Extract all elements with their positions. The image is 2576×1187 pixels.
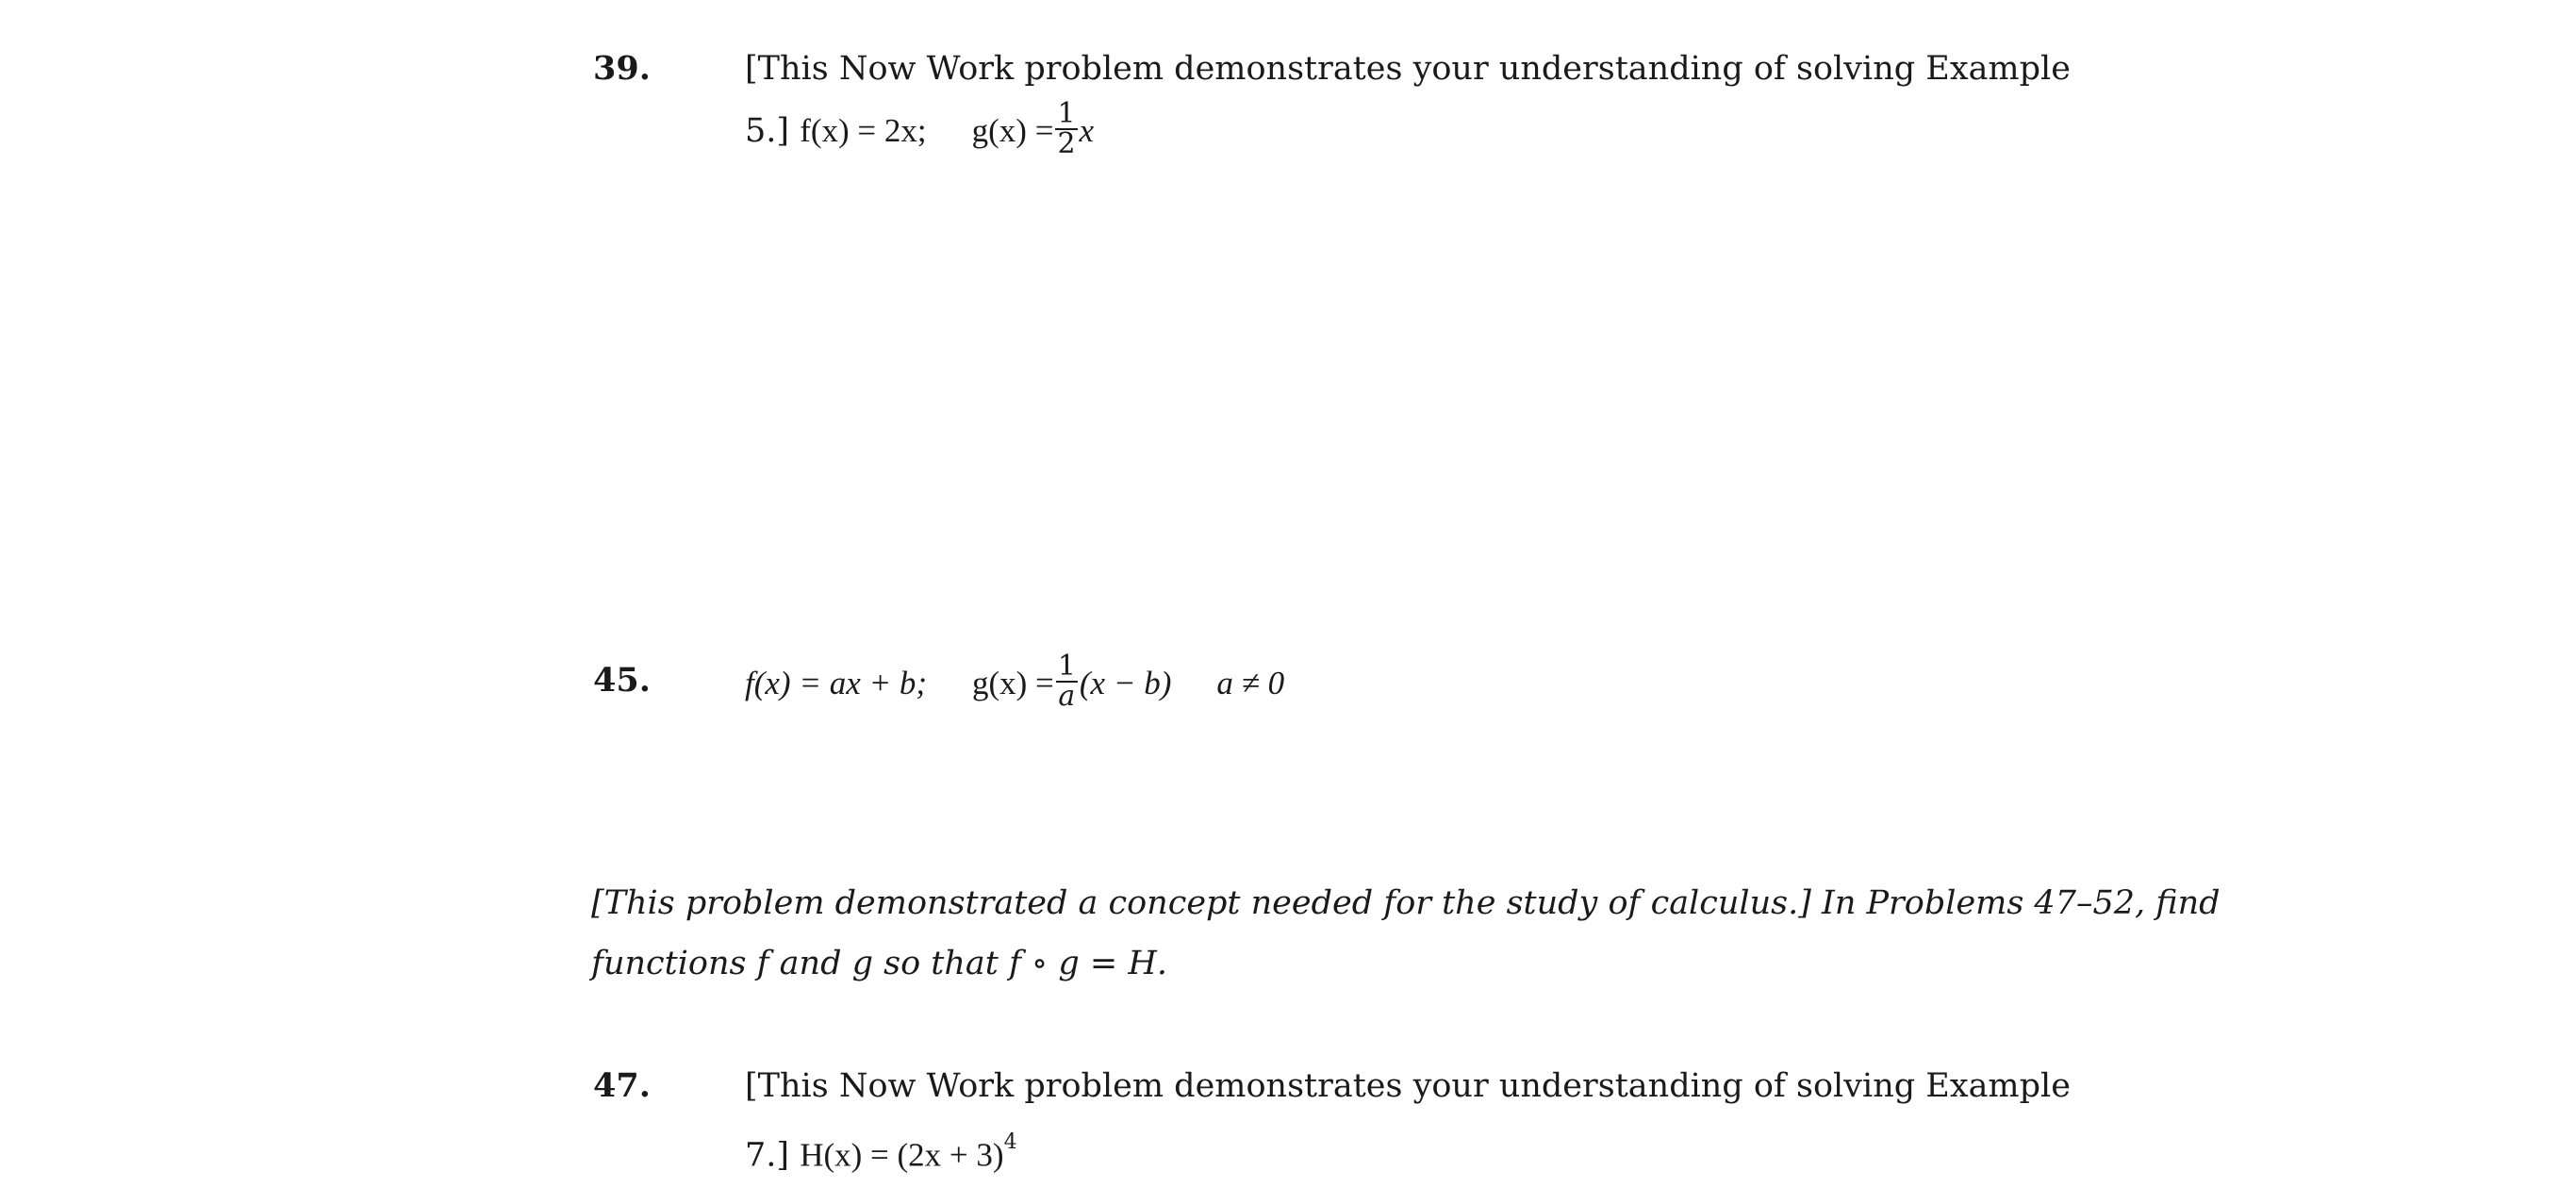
problem-45-g-fraction: [1056, 649, 1078, 713]
problem-45-number: 45.: [593, 661, 651, 700]
problem-45-g-lhs: g(x) =: [972, 665, 1054, 701]
calculus-note-line2: functions f and g so that f ∘ g = H.: [591, 945, 1167, 982]
problem-39-f-definition: f(x) = 2x;: [800, 112, 927, 149]
problem-39-g-fraction: [1055, 96, 1077, 160]
problem-45-f-definition: f(x) = ax + b;: [745, 665, 927, 701]
problem-45-g-rhs: (x − b): [1079, 665, 1172, 701]
calculus-note-line1: [This problem demonstrated a concept needed for the study of calculus.] In Problems 47–52, find: [591, 884, 2221, 922]
problem-39-line2: [745, 96, 2071, 162]
problem-47-h-exponent: 4: [1003, 1130, 1017, 1154]
problem-39-g-lhs: g(x) =: [971, 112, 1054, 149]
calculus-note: [591, 873, 2221, 994]
problem-47-text: [745, 1055, 2071, 1187]
problem-45-g-numerator: 1: [1057, 649, 1076, 683]
problem-47-number: 47.: [593, 1066, 651, 1105]
problem-47-intro-line1: [This Now Work problem demonstrates your understanding of solving Example: [745, 1067, 2071, 1105]
problem-47-line2: [745, 1117, 2071, 1187]
problem-39-number: 39.: [593, 49, 651, 88]
problem-39-intro-line1: [This Now Work problem demonstrates your understanding of solving Example: [745, 50, 2071, 88]
problem-45-condition: a ≠ 0: [1216, 665, 1285, 701]
problem-45-g-denominator: a: [1058, 679, 1076, 713]
problem-39-g-rhs: x: [1079, 112, 1095, 149]
problem-39-example-ref: 5.]: [745, 112, 790, 150]
problem-47-h-definition: H(x) = (2x + 3): [800, 1136, 1004, 1174]
problem-39-g-denominator: 2: [1057, 126, 1076, 160]
problem-39-g-numerator: 1: [1057, 96, 1076, 130]
problem-45-text: [745, 649, 1285, 715]
problem-39-text: [745, 38, 2071, 162]
problem-47-example-ref: 7.]: [745, 1136, 790, 1175]
